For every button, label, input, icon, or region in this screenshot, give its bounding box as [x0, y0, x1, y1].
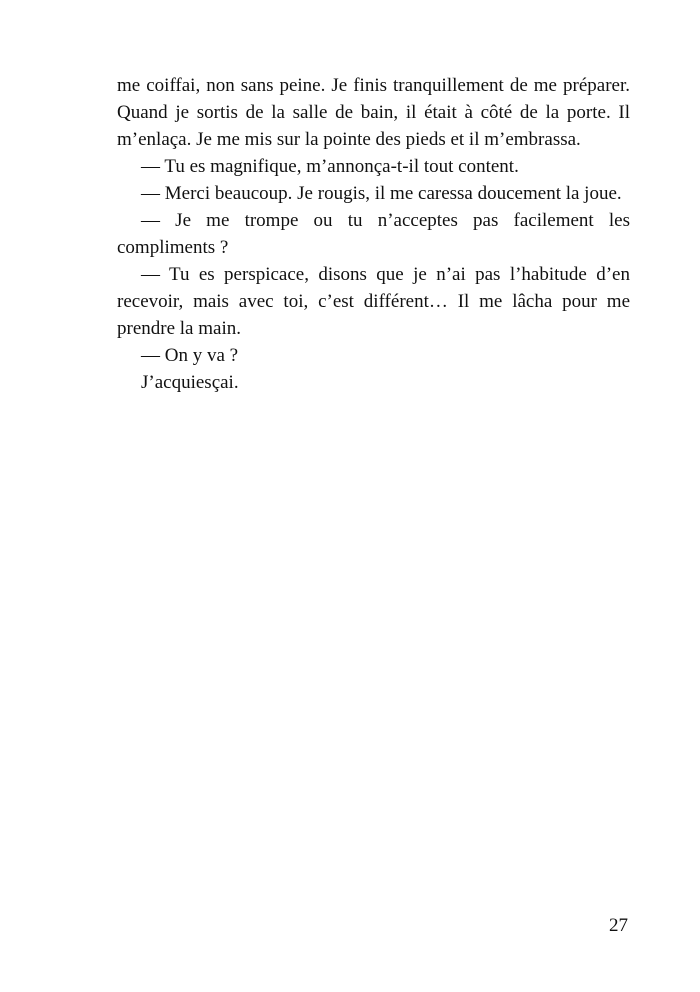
paragraph: — Je me trompe ou tu n’acceptes pas facilement les compliments ? [117, 210, 630, 258]
paragraph: — Tu es magnifique, m’annonça-t-il tout content. [141, 156, 519, 177]
paragraph: — On y va ? [141, 345, 239, 366]
page-body-text [117, 72, 630, 396]
paragraph: — Merci beaucoup. Je rougis, il me caressa doucement la joue. [141, 183, 622, 204]
paragraph: — Tu es perspicace, disons que je n’ai pas l’habitude d’en recevoir, mais avec toi, c’est différent… Il me lâcha pour me prendre la main. [117, 264, 630, 339]
paragraph: me coiffai, non sans peine. Je finis tranquillement de me préparer. Quand je sortis de la salle de bain, il était à côté de la porte. Il m’enlaça. Je me mis sur la pointe des pieds et il m’embrassa. [117, 75, 630, 150]
page-number: 27 [609, 915, 628, 936]
paragraph: J’acquiesçai. [141, 372, 239, 393]
